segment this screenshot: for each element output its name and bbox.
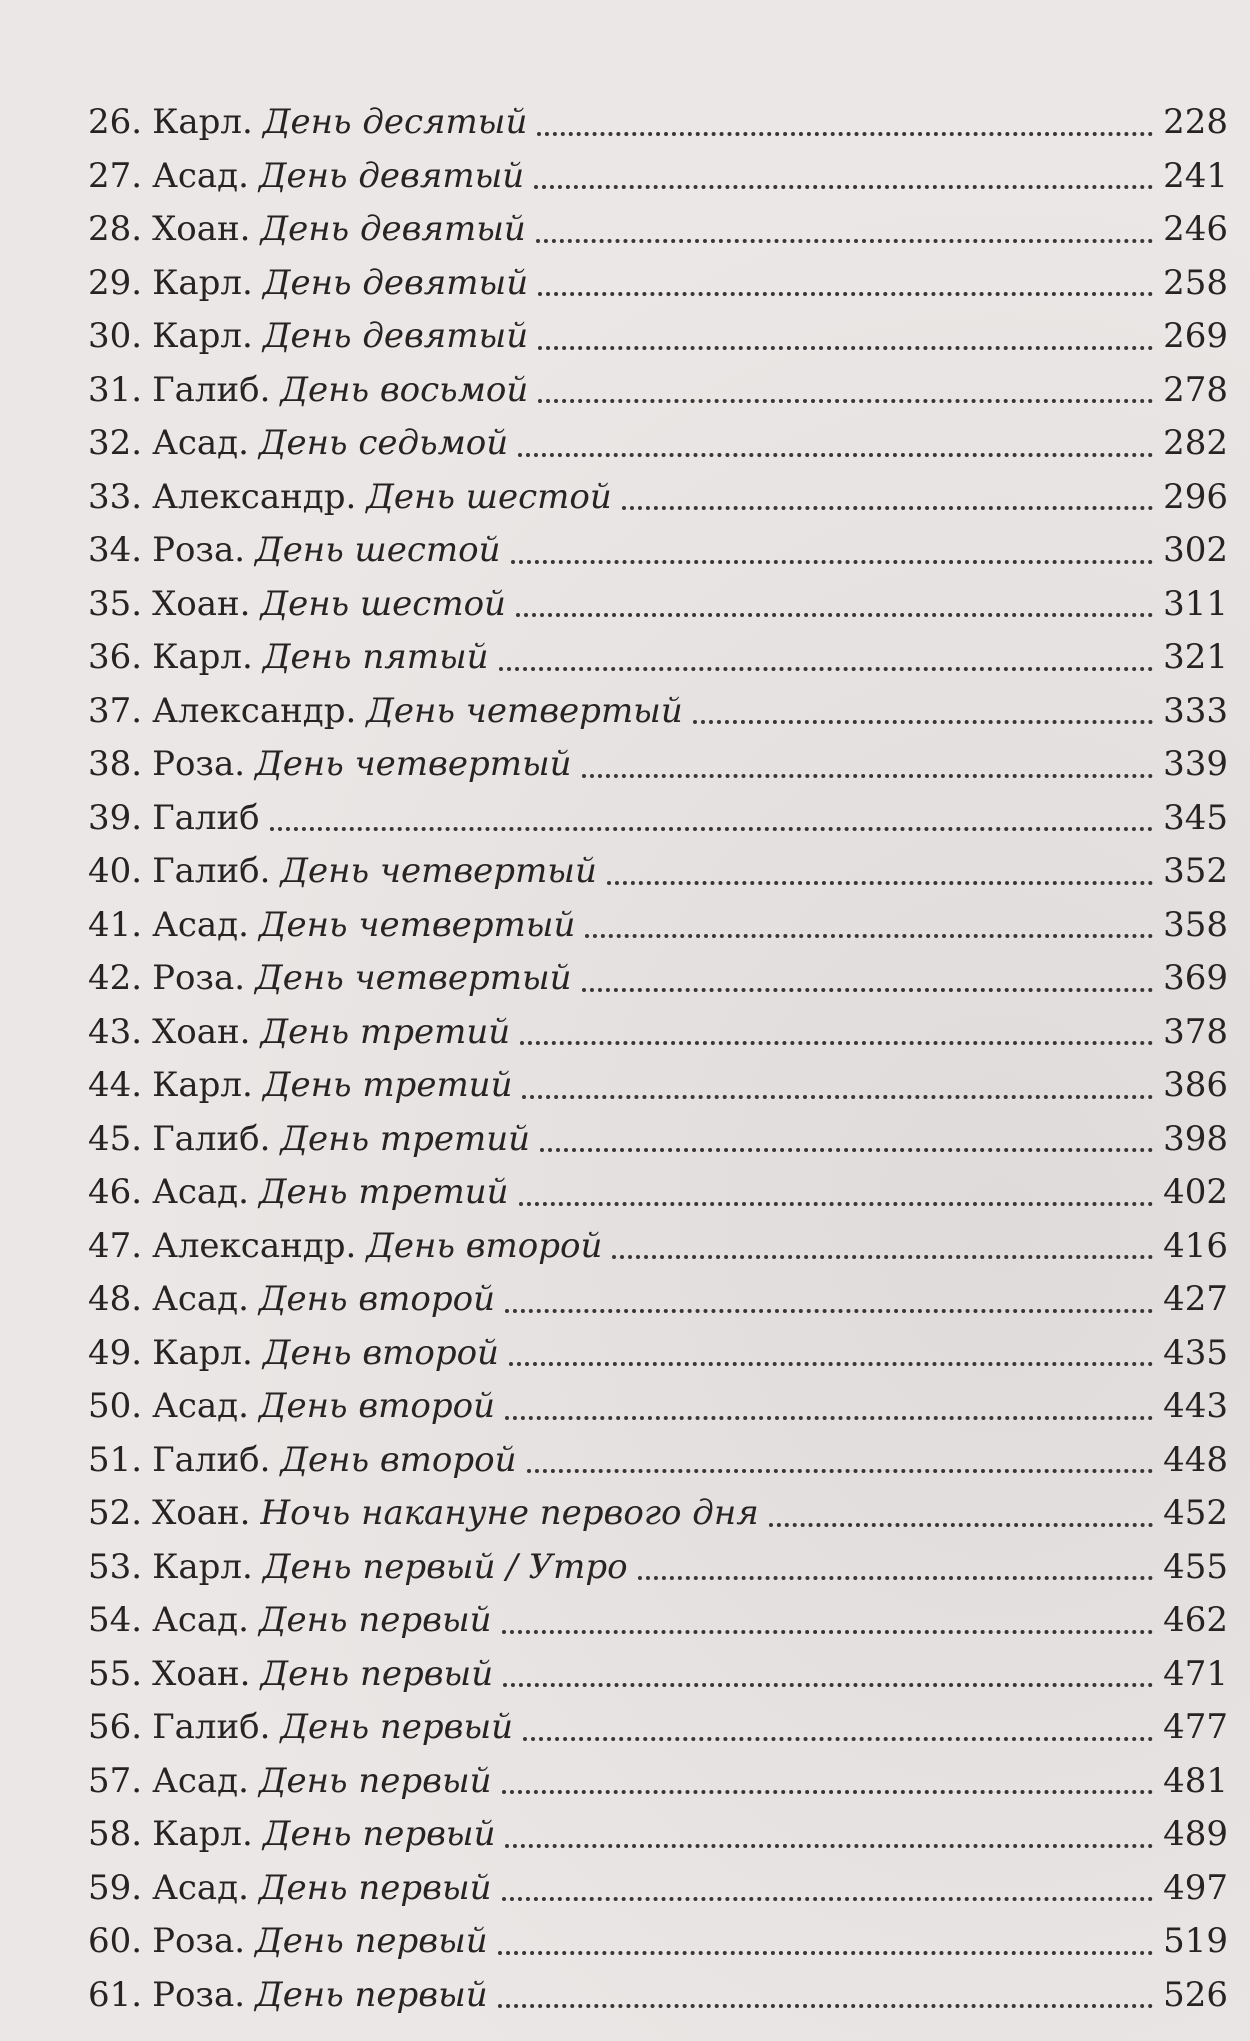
dot-leader bbox=[522, 1069, 1153, 1103]
page-number: 455 bbox=[1163, 1546, 1228, 1587]
toc-entry bbox=[88, 738, 1228, 792]
chapter-number: 34. bbox=[88, 530, 143, 570]
dot-leader bbox=[638, 1550, 1153, 1584]
chapter-number: 38. bbox=[88, 744, 143, 784]
dot-leader bbox=[622, 480, 1153, 514]
dot-leader bbox=[607, 855, 1153, 889]
page-number: 339 bbox=[1163, 744, 1228, 784]
page-number: 352 bbox=[1163, 851, 1228, 891]
toc-entry bbox=[88, 1380, 1228, 1434]
chapter-day: День третий bbox=[262, 1065, 513, 1105]
chapter-narrator: Галиб. bbox=[152, 1707, 271, 1747]
page-number: 311 bbox=[1163, 583, 1228, 624]
page-number: 358 bbox=[1163, 904, 1228, 945]
chapter-day: День четвертый bbox=[366, 690, 683, 731]
page-number: 471 bbox=[1163, 1653, 1228, 1694]
chapter-day: День третий bbox=[280, 1118, 531, 1159]
toc-entry bbox=[88, 1327, 1228, 1381]
page-number: 378 bbox=[1163, 1011, 1228, 1052]
chapter-day: День третий bbox=[260, 1011, 511, 1052]
page-number: 435 bbox=[1163, 1332, 1228, 1373]
chapter-narrator: Роза. bbox=[152, 1921, 246, 1961]
toc-entry bbox=[88, 1915, 1228, 1969]
chapter-day: День девятый bbox=[258, 155, 525, 196]
dot-leader bbox=[523, 1711, 1153, 1745]
chapter-day: День четвертый bbox=[255, 958, 572, 998]
chapter-number: 26. bbox=[88, 102, 143, 142]
chapter-number: 58. bbox=[88, 1814, 143, 1854]
toc-entry bbox=[88, 417, 1228, 471]
chapter-day: День третий bbox=[258, 1172, 509, 1212]
chapter-number: 43. bbox=[88, 1011, 143, 1052]
chapter-day: День четвертый bbox=[280, 851, 597, 891]
page-number: 526 bbox=[1163, 1974, 1228, 2015]
chapter-narrator: Карл. bbox=[152, 1065, 253, 1105]
chapter-narrator: Асад. bbox=[152, 1760, 249, 1801]
chapter-number: 42. bbox=[88, 958, 143, 998]
chapter-number: 37. bbox=[88, 690, 143, 731]
page-number: 477 bbox=[1163, 1707, 1228, 1747]
toc-entry bbox=[88, 792, 1228, 846]
dot-leader bbox=[502, 1604, 1154, 1638]
toc-entry bbox=[88, 203, 1228, 257]
page-number: 345 bbox=[1163, 797, 1228, 838]
chapter-day: День второй bbox=[258, 1386, 495, 1426]
toc-entry bbox=[88, 1006, 1228, 1060]
page-number: 416 bbox=[1163, 1225, 1228, 1266]
page-number: 258 bbox=[1163, 262, 1228, 303]
chapter-day: День первый / Утро bbox=[262, 1546, 628, 1587]
dot-leader bbox=[505, 1390, 1153, 1424]
dot-leader bbox=[612, 1229, 1153, 1263]
toc-entry bbox=[88, 257, 1228, 311]
page-number: 278 bbox=[1163, 369, 1228, 410]
toc-entry bbox=[88, 96, 1228, 150]
chapter-day: День седьмой bbox=[258, 423, 509, 463]
chapter-narrator: Галиб bbox=[152, 797, 260, 838]
chapter-narrator: Асад. bbox=[152, 1867, 249, 1908]
page-number: 369 bbox=[1163, 958, 1228, 998]
dot-leader bbox=[518, 427, 1153, 461]
chapter-narrator: Асад. bbox=[152, 904, 249, 945]
chapter-number: 60. bbox=[88, 1921, 143, 1961]
chapter-number: 31. bbox=[88, 369, 143, 410]
chapter-narrator: Асад. bbox=[152, 1600, 249, 1640]
chapter-day: День первый bbox=[255, 1921, 488, 1961]
chapter-narrator: Карл. bbox=[152, 262, 253, 303]
toc-entry bbox=[88, 899, 1228, 953]
toc-entry bbox=[88, 1113, 1228, 1167]
toc-entry bbox=[88, 1701, 1228, 1755]
dot-leader bbox=[538, 266, 1153, 300]
dot-leader bbox=[537, 106, 1153, 140]
page-number: 427 bbox=[1163, 1279, 1228, 1319]
chapter-number: 36. bbox=[88, 637, 143, 677]
chapter-narrator: Карл. bbox=[152, 102, 253, 142]
chapter-day: День первый bbox=[255, 1974, 488, 2015]
dot-leader bbox=[693, 694, 1153, 728]
chapter-number: 27. bbox=[88, 155, 143, 196]
chapter-number: 45. bbox=[88, 1118, 143, 1159]
toc-entry bbox=[88, 364, 1228, 418]
dot-leader bbox=[499, 641, 1154, 675]
chapter-day: День десятый bbox=[262, 102, 528, 142]
chapter-narrator: Галиб. bbox=[152, 1118, 271, 1159]
dot-leader bbox=[509, 1336, 1153, 1370]
chapter-narrator: Асад. bbox=[152, 1279, 249, 1319]
chapter-narrator: Галиб. bbox=[152, 1439, 271, 1480]
chapter-day: День первый bbox=[258, 1600, 492, 1640]
chapter-narrator: Галиб. bbox=[152, 851, 271, 891]
chapter-day: День первый bbox=[260, 1653, 494, 1694]
dot-leader bbox=[538, 320, 1153, 354]
toc-entry bbox=[88, 1862, 1228, 1916]
chapter-day: День второй bbox=[258, 1279, 495, 1319]
chapter-number: 55. bbox=[88, 1653, 143, 1694]
chapter-number: 28. bbox=[88, 209, 143, 249]
toc-entry bbox=[88, 1273, 1228, 1327]
page-number: 241 bbox=[1163, 155, 1228, 196]
dot-leader bbox=[498, 1978, 1153, 2012]
chapter-day: День первый bbox=[280, 1707, 514, 1747]
chapter-narrator: Асад. bbox=[152, 1386, 249, 1426]
chapter-day: День пятый bbox=[262, 637, 489, 677]
page-number: 321 bbox=[1163, 637, 1228, 677]
chapter-day: День первый bbox=[258, 1760, 492, 1801]
dot-leader bbox=[540, 1122, 1153, 1156]
dot-leader bbox=[585, 908, 1153, 942]
toc-entry bbox=[88, 1487, 1228, 1541]
chapter-narrator: Карл. bbox=[152, 316, 253, 356]
chapter-narrator: Асад. bbox=[152, 423, 249, 463]
chapter-number: 48. bbox=[88, 1279, 143, 1319]
chapter-number: 61. bbox=[88, 1974, 143, 2015]
chapter-number: 49. bbox=[88, 1332, 143, 1373]
chapter-number: 57. bbox=[88, 1760, 143, 1801]
page-number: 497 bbox=[1163, 1867, 1228, 1908]
page-number: 448 bbox=[1163, 1439, 1228, 1480]
chapter-number: 54. bbox=[88, 1600, 143, 1640]
toc-entry bbox=[88, 1808, 1228, 1862]
page-number: 402 bbox=[1163, 1172, 1228, 1212]
toc-entry bbox=[88, 845, 1228, 899]
toc-entry bbox=[88, 471, 1228, 525]
chapter-number: 53. bbox=[88, 1546, 143, 1587]
dot-leader bbox=[582, 748, 1154, 782]
chapter-day: День первый bbox=[258, 1867, 492, 1908]
page-number: 386 bbox=[1163, 1065, 1228, 1105]
chapter-narrator: Карл. bbox=[152, 637, 253, 677]
chapter-day: День шестой bbox=[260, 583, 506, 624]
chapter-day: День восьмой bbox=[280, 369, 529, 410]
chapter-number: 56. bbox=[88, 1707, 143, 1747]
dot-leader bbox=[505, 1818, 1153, 1852]
toc-entry bbox=[88, 1648, 1228, 1702]
chapter-number: 32. bbox=[88, 423, 143, 463]
chapter-number: 44. bbox=[88, 1065, 143, 1105]
chapter-narrator: Карл. bbox=[152, 1546, 253, 1587]
chapter-number: 51. bbox=[88, 1439, 143, 1480]
chapter-day: День второй bbox=[280, 1439, 517, 1480]
chapter-number: 40. bbox=[88, 851, 143, 891]
page-number: 452 bbox=[1163, 1493, 1228, 1533]
chapter-day: День четвертый bbox=[255, 744, 572, 784]
toc-entry bbox=[88, 1059, 1228, 1113]
toc-entry bbox=[88, 524, 1228, 578]
dot-leader bbox=[502, 1871, 1154, 1905]
chapter-day: День первый bbox=[262, 1814, 496, 1854]
dot-leader bbox=[516, 587, 1153, 621]
chapter-number: 50. bbox=[88, 1386, 143, 1426]
dot-leader bbox=[538, 373, 1153, 407]
chapter-narrator: Хоан. bbox=[152, 209, 251, 249]
page-number: 282 bbox=[1163, 423, 1228, 463]
page-number: 398 bbox=[1163, 1118, 1228, 1159]
toc-entry bbox=[88, 1220, 1228, 1274]
toc-entry bbox=[88, 631, 1228, 685]
dot-leader bbox=[536, 213, 1153, 247]
chapter-narrator: Карл. bbox=[152, 1814, 253, 1854]
page-number: 246 bbox=[1163, 209, 1228, 249]
chapter-day: День второй bbox=[366, 1225, 603, 1266]
dot-leader bbox=[503, 1657, 1153, 1691]
chapter-number: 59. bbox=[88, 1867, 143, 1908]
page-number: 462 bbox=[1163, 1600, 1228, 1640]
chapter-narrator: Александр. bbox=[152, 476, 357, 517]
page-number: 443 bbox=[1163, 1386, 1228, 1426]
page-number: 296 bbox=[1163, 476, 1228, 517]
dot-leader bbox=[769, 1497, 1153, 1531]
dot-leader bbox=[582, 962, 1154, 996]
chapter-day: День девятый bbox=[260, 209, 526, 249]
toc-entry bbox=[88, 1594, 1228, 1648]
chapter-day: День четвертый bbox=[258, 904, 576, 945]
chapter-number: 46. bbox=[88, 1172, 143, 1212]
chapter-number: 47. bbox=[88, 1225, 143, 1266]
dot-leader bbox=[505, 1283, 1153, 1317]
chapter-day: День девятый bbox=[262, 316, 529, 356]
chapter-narrator: Хоан. bbox=[152, 583, 251, 624]
dot-leader bbox=[527, 1443, 1154, 1477]
page-number: 228 bbox=[1163, 102, 1228, 142]
chapter-number: 33. bbox=[88, 476, 143, 517]
page-number: 302 bbox=[1163, 530, 1228, 570]
chapter-number: 35. bbox=[88, 583, 143, 624]
chapter-day: День девятый bbox=[262, 262, 529, 303]
chapter-narrator: Хоан. bbox=[152, 1653, 251, 1694]
chapter-day: День шестой bbox=[255, 530, 501, 570]
chapter-number: 52. bbox=[88, 1493, 143, 1533]
toc-entry bbox=[88, 1434, 1228, 1488]
dot-leader bbox=[534, 159, 1153, 193]
toc-entry bbox=[88, 685, 1228, 739]
dot-leader bbox=[520, 1015, 1153, 1049]
dot-leader bbox=[519, 1176, 1154, 1210]
dot-leader bbox=[511, 534, 1154, 568]
page-number: 269 bbox=[1163, 316, 1228, 356]
chapter-number: 30. bbox=[88, 316, 143, 356]
chapter-narrator: Хоан. bbox=[152, 1493, 251, 1533]
page-number: 333 bbox=[1163, 690, 1228, 731]
chapter-day: День второй bbox=[262, 1332, 499, 1373]
toc-entry bbox=[88, 1969, 1228, 2023]
chapter-number: 41. bbox=[88, 904, 143, 945]
chapter-narrator: Роза. bbox=[152, 958, 246, 998]
chapter-number: 29. bbox=[88, 262, 143, 303]
chapter-narrator: Александр. bbox=[152, 1225, 357, 1266]
chapter-day: Ночь накануне первого дня bbox=[260, 1493, 759, 1533]
toc-entry bbox=[88, 1755, 1228, 1809]
chapter-narrator: Карл. bbox=[152, 1332, 253, 1373]
dot-leader bbox=[502, 1764, 1154, 1798]
chapter-number: 39. bbox=[88, 797, 143, 838]
chapter-narrator: Галиб. bbox=[152, 369, 271, 410]
chapter-day: День шестой bbox=[366, 476, 612, 517]
toc-entry bbox=[88, 1541, 1228, 1595]
chapter-narrator: Александр. bbox=[152, 690, 357, 731]
table-of-contents bbox=[88, 96, 1228, 2022]
chapter-narrator: Асад. bbox=[152, 155, 249, 196]
chapter-narrator: Хоан. bbox=[152, 1011, 251, 1052]
toc-entry bbox=[88, 1166, 1228, 1220]
chapter-narrator: Роза. bbox=[152, 530, 246, 570]
toc-entry bbox=[88, 310, 1228, 364]
chapter-narrator: Асад. bbox=[152, 1172, 249, 1212]
page-number: 519 bbox=[1163, 1921, 1228, 1961]
page-number: 489 bbox=[1163, 1814, 1228, 1854]
toc-entry bbox=[88, 578, 1228, 632]
toc-entry bbox=[88, 150, 1228, 204]
dot-leader bbox=[498, 1925, 1153, 1959]
chapter-narrator: Роза. bbox=[152, 744, 246, 784]
page-number: 481 bbox=[1163, 1760, 1228, 1801]
toc-entry bbox=[88, 952, 1228, 1006]
chapter-narrator: Роза. bbox=[152, 1974, 246, 2015]
dot-leader bbox=[270, 801, 1154, 835]
